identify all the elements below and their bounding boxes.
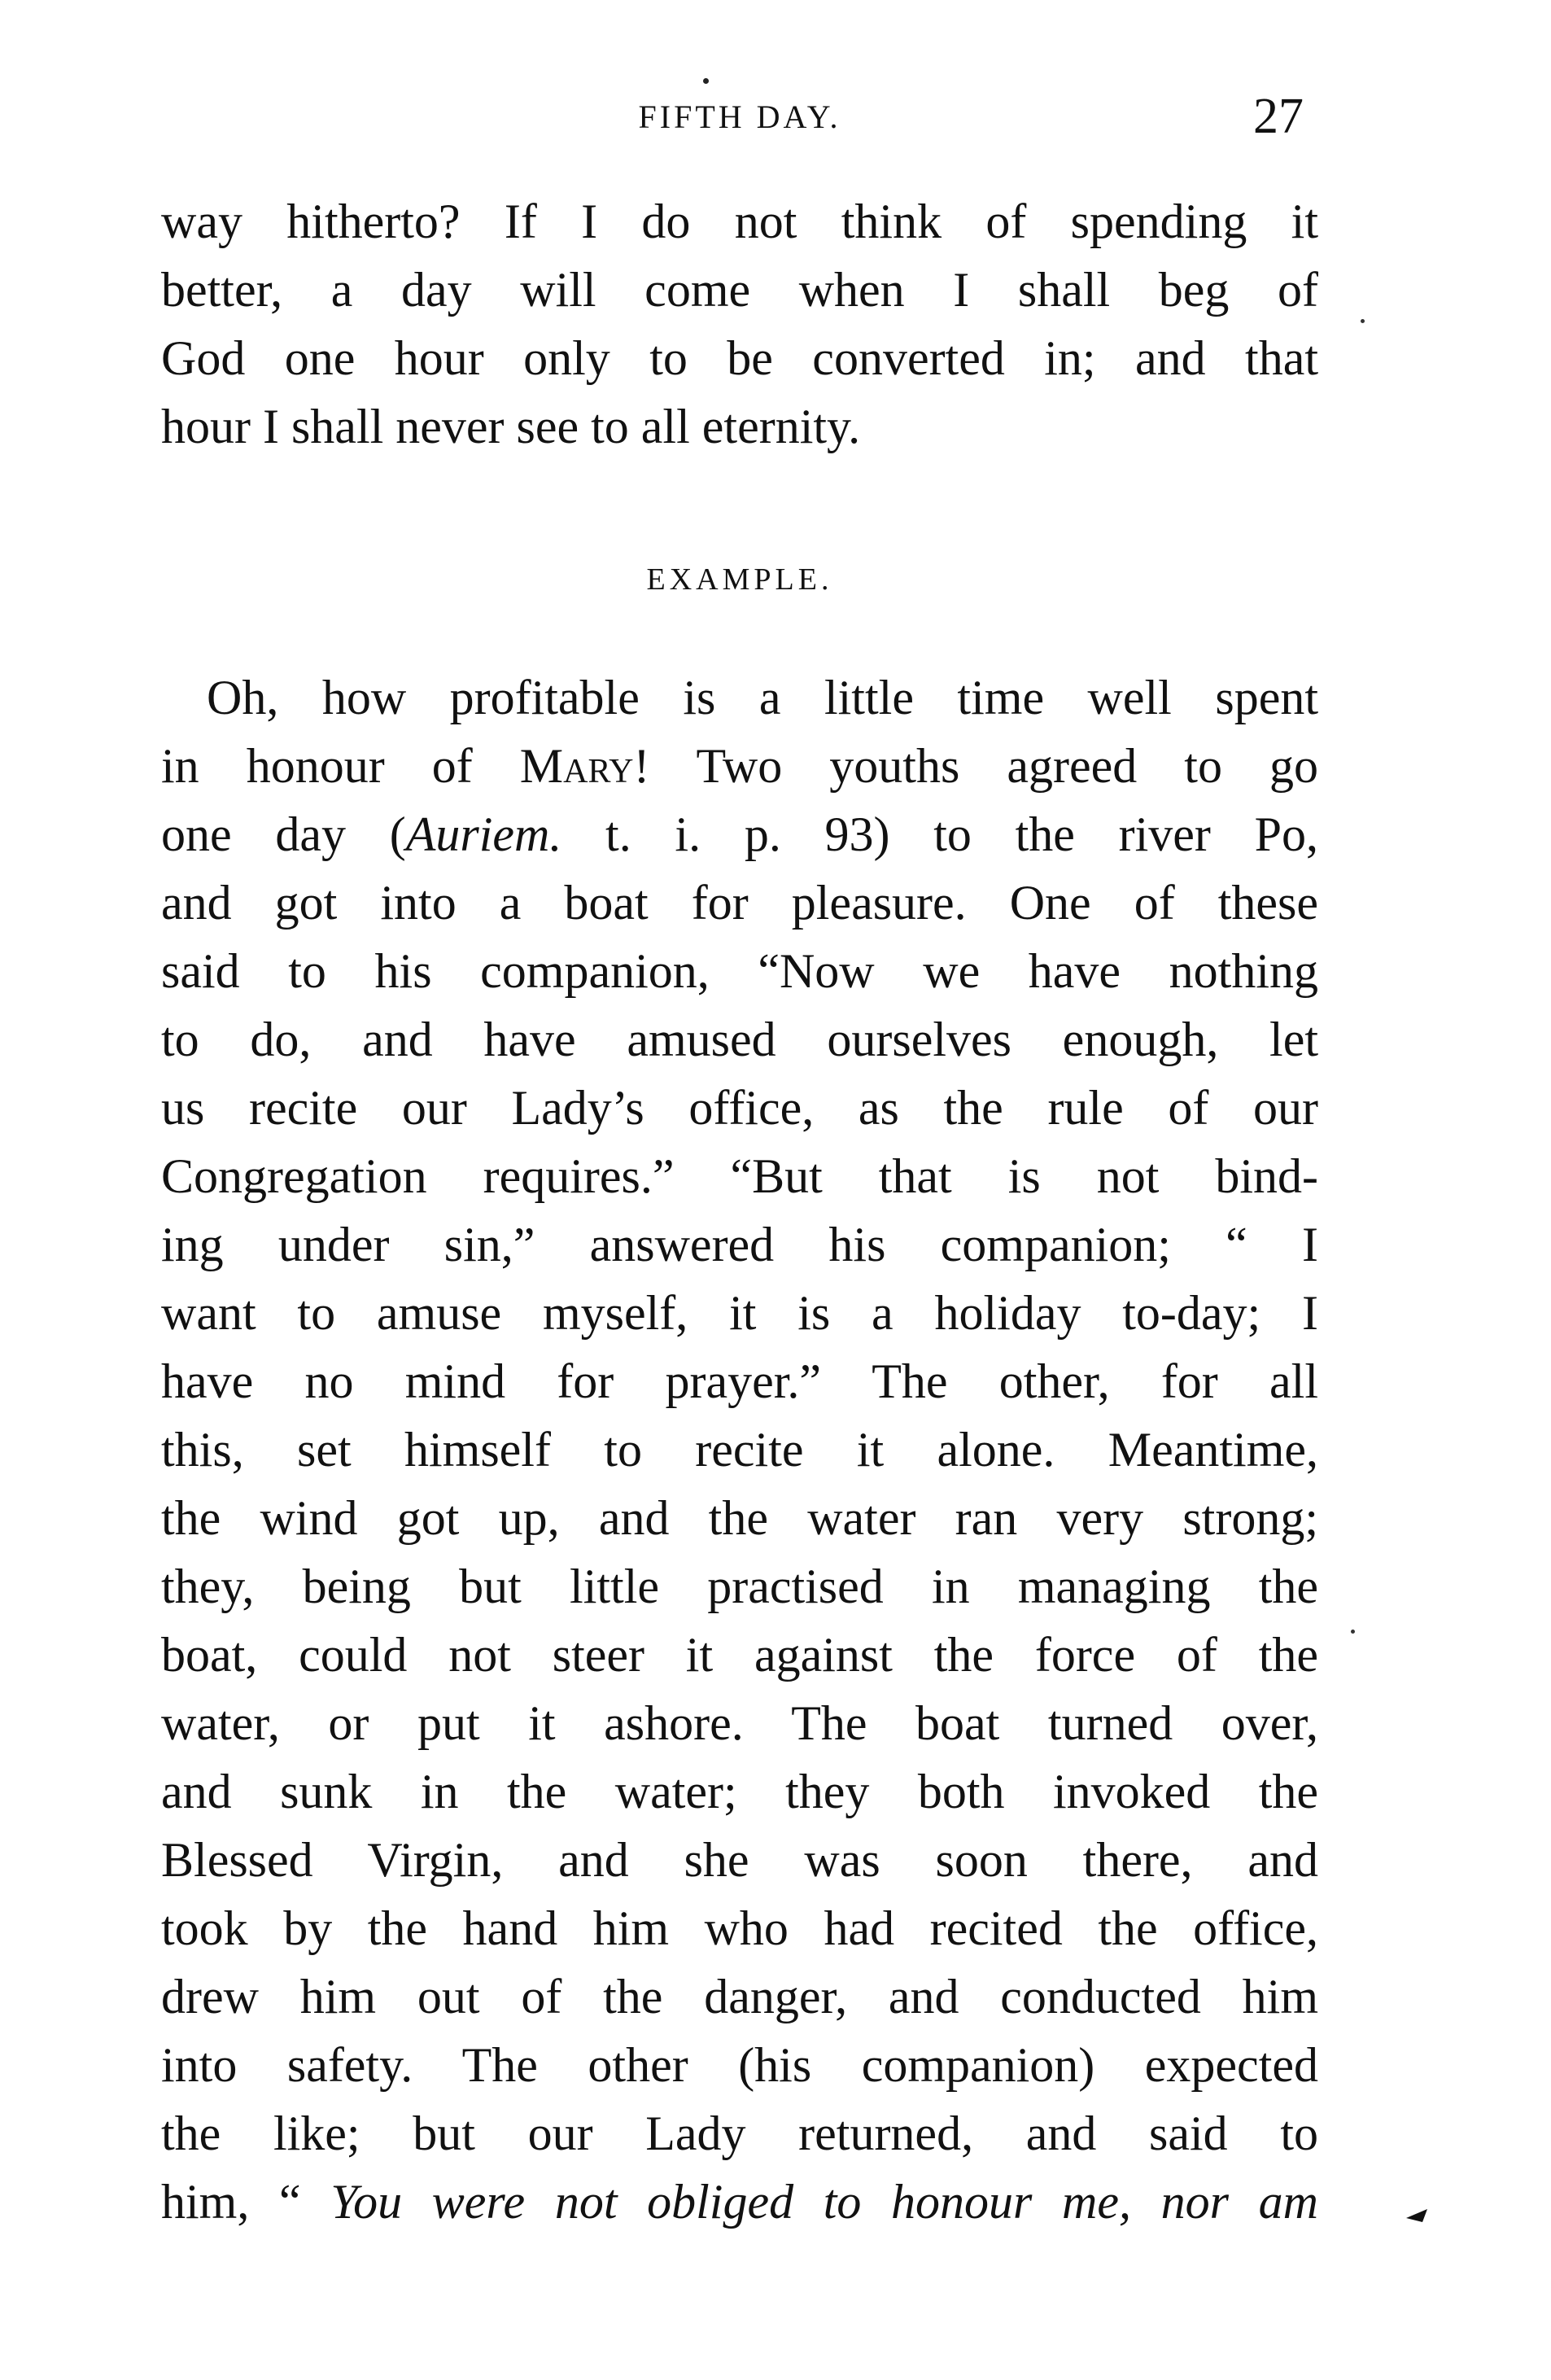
text-line	[161, 732, 1318, 800]
text-line: water, or put it ashore. The boat turned over,	[161, 1696, 1318, 1750]
example-paragraph	[161, 663, 1318, 2236]
text-line: Congregation requires.” “But that is not bind-	[161, 1149, 1318, 1203]
ink-speck	[1351, 1630, 1355, 1634]
text-line: the wind got up, and the water ran very strong;	[161, 1491, 1318, 1545]
running-title: FIFTH DAY.	[638, 98, 841, 135]
text-line: took by the hand him who had recited the office,	[161, 1901, 1318, 1955]
ink-speck	[703, 78, 709, 84]
text-line: have no mind for prayer.” The other, for all	[161, 1354, 1318, 1408]
text-line: into safety. The other (his companion) expected	[161, 2038, 1318, 2092]
text-line: God one hour only to be converted in; and that	[161, 331, 1318, 385]
text-line	[161, 2168, 1318, 2236]
page-number: 27	[1253, 89, 1304, 144]
citation-italic: Auriem.	[405, 807, 562, 861]
text-line: drew him out of the danger, and conducted him	[161, 1970, 1318, 2023]
text-line: said to his companion, “Now we have nothing	[161, 944, 1318, 998]
text-line: want to amuse myself, it is a holiday to-day; I	[161, 1286, 1318, 1340]
text-line: ing under sin,” answered his companion; “ I	[161, 1218, 1318, 1271]
intro-paragraph	[161, 187, 1318, 461]
catchmark-icon	[1406, 2207, 1427, 2222]
text-run: him, “	[161, 2175, 331, 2229]
text-line: us recite our Lady’s office, as the rule of our	[161, 1081, 1318, 1135]
text-line: way hitherto? If I do not think of spending it	[161, 195, 1318, 248]
ink-speck	[1361, 319, 1365, 323]
running-head	[161, 88, 1318, 153]
quote-italic: You were not obliged to honour me, nor am	[330, 2175, 1318, 2229]
text-line: Oh, how profitable is a little time well spent	[207, 671, 1318, 724]
text-run: t. i. p. 93) to the river Po,	[561, 807, 1318, 861]
text-line: and sunk in the water; they both invoked the	[161, 1765, 1318, 1818]
text-line: better, a day will come when I shall beg of	[161, 263, 1318, 317]
text-line: this, set himself to recite it alone. Meantime,	[161, 1423, 1318, 1477]
text-line: they, being but little practised in managing the	[161, 1560, 1318, 1613]
text-run: in honour of	[161, 739, 520, 793]
text-line: Blessed Virgin, and she was soon there, and	[161, 1833, 1318, 1887]
text-line: to do, and have amused ourselves enough, let	[161, 1013, 1318, 1066]
text-run: one day (	[161, 807, 406, 861]
text-line	[161, 800, 1318, 868]
text-run: ! Two youths agreed to go	[633, 739, 1318, 793]
text-line: hour I shall never see to all eternity.	[161, 400, 861, 453]
text-line: boat, could not steer it against the force of the	[161, 1628, 1318, 1682]
text-line: and got into a boat for pleasure. One of these	[161, 876, 1318, 930]
section-heading: EXAMPLE.	[646, 562, 833, 597]
text-line: the like; but our Lady returned, and said to	[161, 2107, 1318, 2160]
name-mary: Mary	[519, 739, 634, 793]
